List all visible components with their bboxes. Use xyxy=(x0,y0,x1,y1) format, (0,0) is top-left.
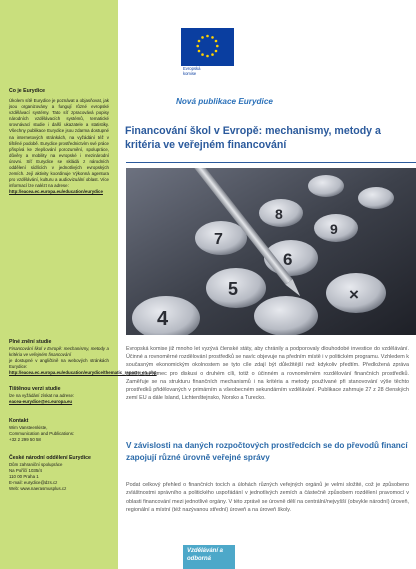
about-text: Úkolem sítě Eurydice je poznávat a objasňovat, jak jsou organizovány a fungují různé evropské vzdělávací systémy. Tato síť zpracovává popisy národních vzdělávacích systémů, tematické srovnávací studie i další ukazatele a statistiky. Všechny publikace Eurydice jsou zdarma dostupné na internetových stránkách, na vyžádání též v tištěné podobě. Eurydice prostřednictvím své práce přispívá ke zlepšování porozumění, spolupráce, důvěry a mobility na evropské i mezinárodní úrovni. Síť Eurydice se skládá z národních oddělení sídlících v jednotlivých evropských zemích. Její aktivity koordinuje Výkonná agentura pro vzdělávání, kulturu a audiovizuální oblast. Více informací lze nalézt na adrese: xyxy=(9,98,109,189)
svg-text:8: 8 xyxy=(275,206,283,222)
eu-flag-logo xyxy=(181,28,234,66)
eu-stars-icon xyxy=(181,28,234,66)
svg-text:6: 6 xyxy=(283,250,293,269)
category-badge xyxy=(183,545,235,569)
calculator-photo xyxy=(126,168,416,335)
contact-line: Wim Vansteenkiste, xyxy=(9,425,48,430)
contact-line: +32 2 299 50 58 xyxy=(9,437,41,443)
svg-text:×: × xyxy=(349,285,359,304)
national-unit-web[interactable]: Web: www.naerasmusplus.cz xyxy=(9,486,67,492)
section-body: Podat celkový přehled o finančních tocích a úlohách různých veřejných orgánů je velmi složité, což je způsobeno zvláštnostmi správního a politického uspořádání v jednotlivých zemích a částečně způsobem rozdělení pravomocí v oblasti financování mezi jednotlivé orgány. V této zprávě se úrovně dělí na centrální/nejvyšší (obvykle národní) úroveň, regionální a místní (též nazývanou střední) úroveň a na úroveň školy. xyxy=(126,482,409,513)
svg-text:9: 9 xyxy=(330,221,338,237)
national-unit-line: Na Poříčí 1035/4 xyxy=(9,468,42,474)
section-heading: V závislosti na daných rozpočtových prostředcích se do převodů financí zapojují různé úrovně veřejné správy xyxy=(126,441,408,462)
info-sidebar xyxy=(0,0,157,569)
eurydice-link[interactable]: http://eacea.ec.europa.eu/education/eurydice xyxy=(9,189,103,195)
svg-text:7: 7 xyxy=(214,231,223,248)
about-section xyxy=(9,88,109,196)
publication-label: Nová publikace Eurydice xyxy=(176,97,273,106)
intro-paragraph: Evropská komise již mnoho let vyzývá členské státy, aby chránily a podporovaly dlouhodobé investice do vzdělávání. Účinné a rovnoměrné rozdělování prostředků se navíc objevuje na předním místě i v politickém programu. Vzhledem k současným ekonomickým okolnostem se tyto cíle zdají být důležitější než kdykoliv předtím. Předložená zpráva poskytuje rámec pro diskusi o druhém cíli, totiž o účinném a rovnoměrném rozdělování finančních prostředků. Zaměřuje se na strukturu finančních mechanismů i na kritéria a metody používané při stanovování výše těchto prostředků přidělovaných v primárním a všeobecném sekundárním vzdělávání. Publikace zahrnuje 27 z 28 členských zemí EU a dále Island, Lichtenštejnsko, Norsko a Turecko. xyxy=(126,346,409,402)
national-unit-line: Dům zahraniční spolupráce xyxy=(9,462,63,467)
national-unit-section xyxy=(9,455,109,492)
calculator-image xyxy=(126,168,416,335)
full-study-heading: Plné znění studie xyxy=(9,339,52,345)
full-study-text: je dostupné v angličtině na webových stránkách Eurydice: xyxy=(9,358,109,370)
national-unit-heading: České národní oddělení Eurydice xyxy=(9,455,91,461)
badge-line: Vzdělávání a xyxy=(187,548,224,554)
printed-heading: Tištěnou verzi studie xyxy=(9,386,61,392)
title-divider xyxy=(126,162,416,163)
full-study-title: Financování škol v Evropě: mechanismy, metody a kritéria ve veřejném financování xyxy=(9,346,109,358)
about-heading: Co je Eurydice xyxy=(9,88,46,94)
printed-email-link[interactable]: eacea-eurydice@ec.europa.eu xyxy=(9,399,73,405)
contact-section xyxy=(9,418,109,443)
logo-caption-line: komise xyxy=(183,71,197,76)
national-unit-line: 110 00 Praha 1 xyxy=(9,474,39,480)
contact-heading: Kontakt xyxy=(9,418,29,424)
contact-line: Communication and Publications: xyxy=(9,431,75,437)
full-study-section xyxy=(9,339,157,376)
thematic-reports-link[interactable]: http://eacea.ec.europa.eu/education/eurydice/thematic_reports_en.php xyxy=(9,370,157,376)
printed-section xyxy=(9,386,109,405)
national-unit-email[interactable]: E-mail: eurydice@dzs.cz xyxy=(9,480,58,486)
logo-caption-line: Evropská xyxy=(183,66,201,71)
printed-text: lze na vyžádání získat na adrese: xyxy=(9,393,75,398)
badge-line: odborná xyxy=(187,555,211,562)
svg-text:5: 5 xyxy=(228,279,239,299)
eu-logo-caption xyxy=(181,66,234,77)
svg-text:4: 4 xyxy=(157,308,169,330)
document-title: Financování škol v Evropě: mechanismy, metody a kritéria ve veřejném financování xyxy=(125,125,381,151)
